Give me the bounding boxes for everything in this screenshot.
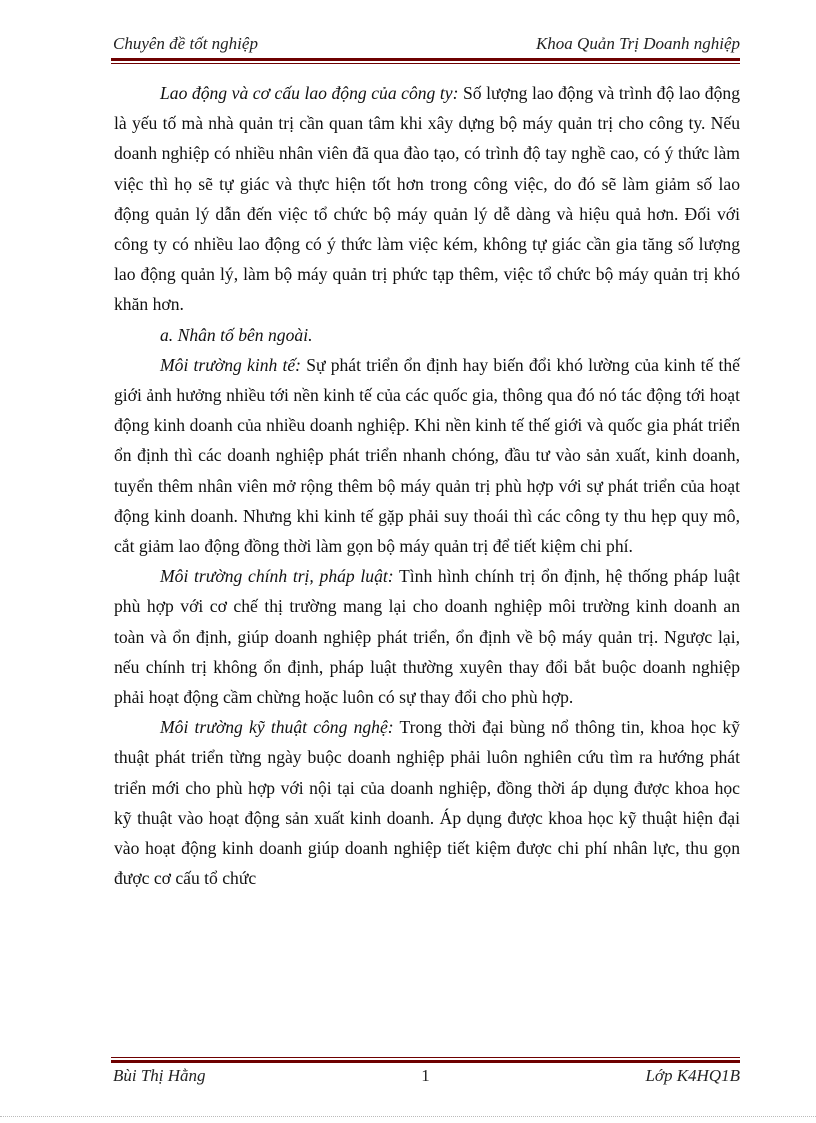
page-edge-divider xyxy=(0,1116,816,1117)
paragraph-text: Trong thời đại bùng nổ thông tin, khoa học kỹ thuật phát triển từng ngày buộc doanh nghiệp phải luôn nghiên cứu tìm ra hướng phát triển mới cho phù hợp với nội tại của doanh nghiệp, đồng thời áp dụng được khoa học kỹ thuật vào hoạt động sản xuất kinh doanh. Áp dụng được khoa học kỹ thuật hiện đại vào hoạt động kinh doanh giúp doanh nghiệp tiết kiệm được chi phí nhân lực, thu gọn được cơ cấu tổ chức xyxy=(114,717,740,889)
paragraph-text: Số lượng lao động và trình độ lao động là yếu tố mà nhà quản trị cần quan tâm khi xây dựng bộ máy quản trị cho công ty. Nếu doanh nghiệp có nhiều nhân viên đã qua đào tạo, có trình độ tay nghề cao, có ý thức làm việc thì họ sẽ tự giác và thực hiện tốt hơn trong công việc, do đó sẽ làm giảm số lao động quản lý dẫn đến việc tổ chức bộ máy quản lý dễ dàng và hiệu quả hơn. Đối với công ty có nhiều lao động có ý thức làm việc kém, không tự giác cần gia tăng số lượng lao động quản lý, làm bộ máy quản trị phức tạp thêm, việc tổ chức bộ máy quản trị khó khăn hơn. xyxy=(114,83,740,315)
page-number: 1 xyxy=(421,1066,430,1085)
header-rule-thin xyxy=(111,63,740,64)
header-rule-thick xyxy=(111,58,740,61)
header-report-title: Chuyên đề tốt nghiệp xyxy=(113,34,258,53)
header-faculty: Khoa Quản Trị Doanh nghiệp xyxy=(535,34,740,53)
footer-author: Bùi Thị Hằng xyxy=(113,1066,206,1085)
paragraph-technology xyxy=(114,712,740,893)
paragraph-labor xyxy=(114,78,740,320)
paragraph-label: Lao động và cơ cấu lao động của công ty: xyxy=(160,83,459,103)
paragraph-label: Môi trường kỹ thuật công nghệ: xyxy=(160,717,394,738)
paragraph-text: Sự phát triển ổn định hay biến đổi khó lường của kinh tế thế giới ảnh hưởng nhiều tới nền kinh tế của các quốc gia, thông qua đó nó tác động tới hoạt động kinh doanh của nhiều doanh nghiệp. Khi nền kinh tế thế giới và quốc gia phát triển ổn định thì các doanh nghiệp phát triển nhanh chóng, đầu tư vào sản xuất, kinh doanh, tuyển thêm nhân viên mở rộng thêm bộ máy quản trị phù hợp với sự phát triển của hoạt động kinh doanh. Nhưng khi kinh tế gặp phải suy thoái thì các công ty thu hẹp quy mô, cắt giảm lao động đồng thời làm gọn bộ máy quản trị để tiết kiệm chi phí. xyxy=(114,354,740,557)
paragraph-political-legal xyxy=(114,561,740,712)
paragraph-economic xyxy=(114,350,740,561)
footer-class: Lớp K4HQ1B xyxy=(645,1066,740,1085)
page-footer xyxy=(111,1066,740,1090)
paragraph-label: Môi trường kinh tế: xyxy=(160,354,302,375)
section-heading-external-factors: a. Nhân tố bên ngoài. xyxy=(160,324,313,345)
page-header xyxy=(111,34,740,56)
paragraph-text: Tình hình chính trị ổn định, hệ thống pháp luật phù hợp với cơ chế thị trường mang lại cho doanh nghiệp môi trường kinh doanh an toàn và ổn định, giúp doanh nghiệp phát triển, ổn định về bộ máy quản trị. Ngược lại, nếu chính trị không ổn định, pháp luật thường xuyên thay đổi bắt buộc doanh nghiệp phải hoạt động cầm chừng hoặc luôn có sự thay đổi cho phù hợp. xyxy=(114,566,740,708)
document-body xyxy=(114,78,740,893)
paragraph-label: Môi trường chính trị, pháp luật: xyxy=(160,566,394,587)
footer-rule-thick xyxy=(111,1060,740,1063)
footer-rule-thin xyxy=(111,1057,740,1058)
